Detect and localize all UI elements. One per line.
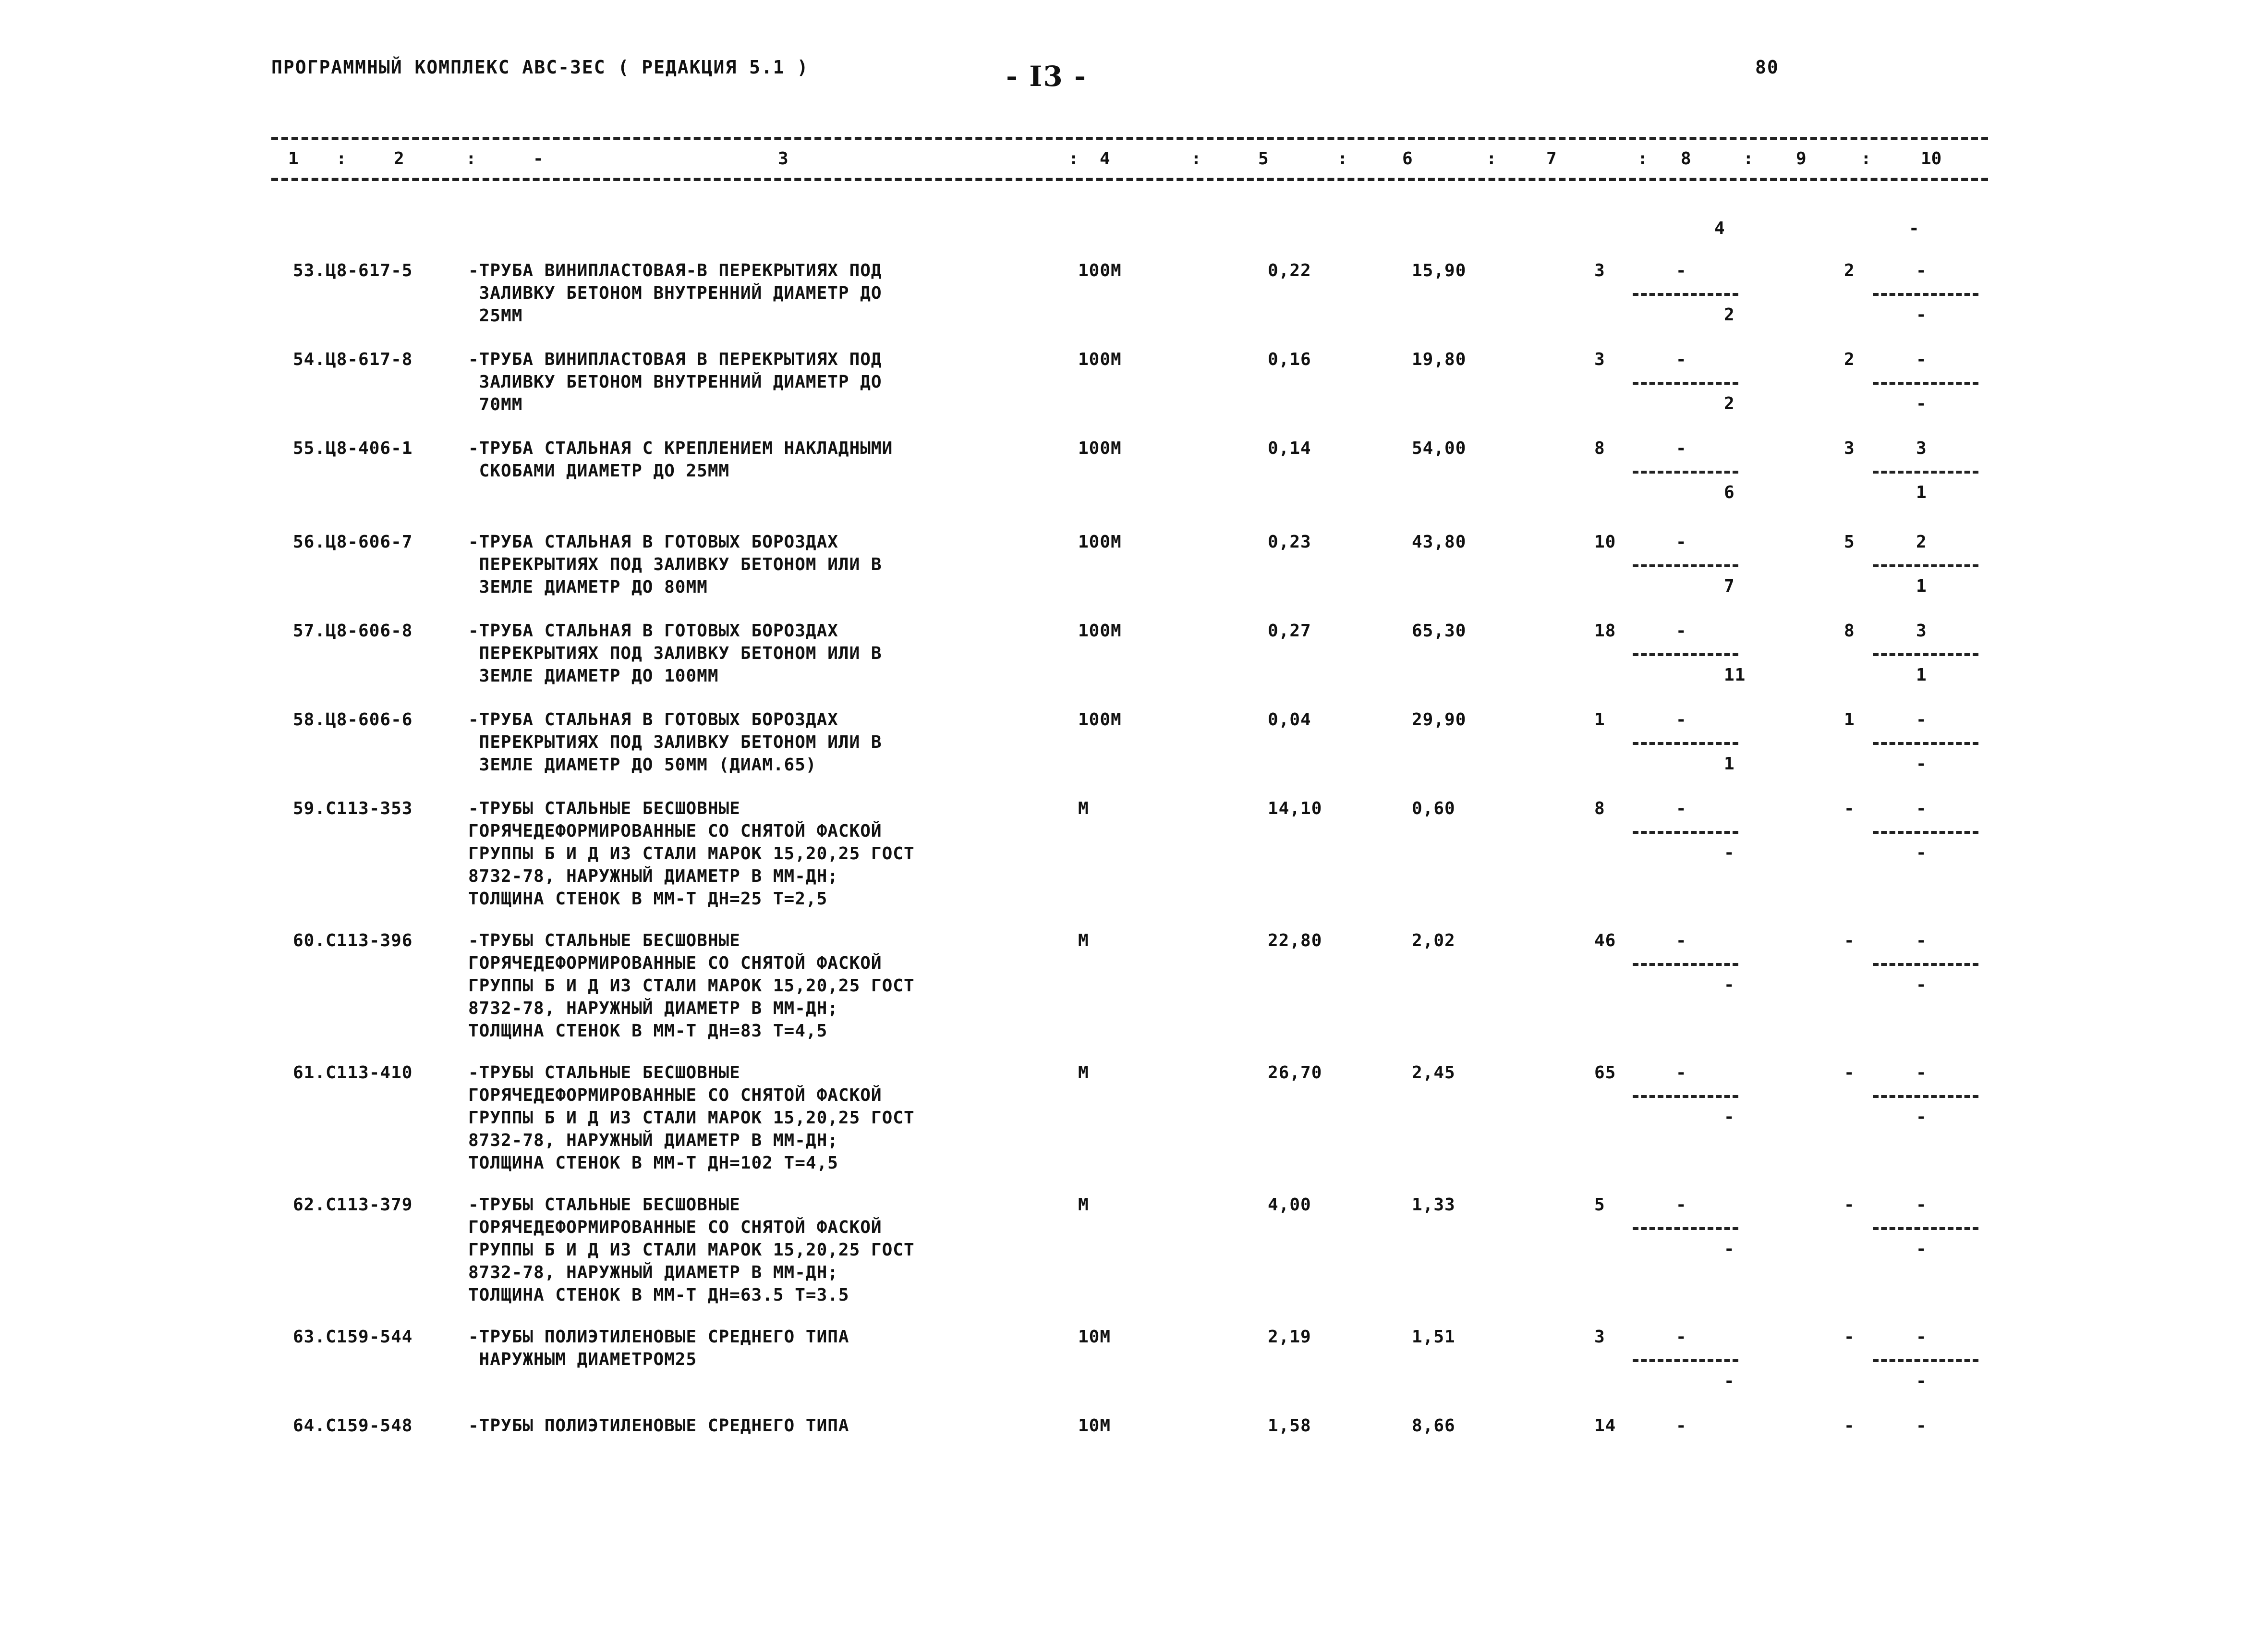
row-col8-bottom: 6 <box>1724 483 1735 502</box>
column-separator: : <box>1486 149 1497 169</box>
fraction-line-col10 <box>1873 653 1978 656</box>
row-description: -ТРУБА СТАЛЬНАЯ В ГОТОВЫХ БОРОЗДАХ ПЕРЕКРЫТИЯХ ПОД ЗАЛИВКУ БЕТОНОМ ИЛИ В ЗЕМЛЕ ДИАМЕТР ДО 80ММ <box>468 532 882 597</box>
row-col9: - <box>1844 1327 1855 1347</box>
column-separator: - <box>533 149 544 169</box>
row-col10-top: - <box>1916 1416 1927 1436</box>
row-col8-bottom: - <box>1724 1107 1735 1127</box>
column-header-7: 7 <box>1546 149 1557 169</box>
row-unit: М <box>1078 931 1089 950</box>
row-description: -ТРУБЫ СТАЛЬНЫЕ БЕСШОВНЫЕ ГОРЯЧЕДЕФОРМИРОВАННЫЕ СО СНЯТОЙ ФАСКОЙ ГРУППЫ Б И Д ИЗ СТАЛИ МАРОК 15,20,25 ГОСТ 8732-78, НАРУЖНЫЙ ДИАМЕТР В ММ-ДН; ТОЛЩИНА СТЕНОК В ММ-Т ДН=83 Т=4,5 <box>468 931 915 1041</box>
row-col8-top: - <box>1676 710 1687 730</box>
row-code: 63.С159-544 <box>293 1327 413 1347</box>
row-col5: 0,04 <box>1268 710 1311 730</box>
row-col9: 5 <box>1844 532 1855 552</box>
row-col10-top: - <box>1916 931 1927 950</box>
row-col10-bottom: - <box>1916 1371 1927 1391</box>
fraction-line-col10 <box>1873 1227 1978 1230</box>
fraction-line-col8 <box>1633 831 1738 834</box>
row-col8-top: - <box>1676 1327 1687 1347</box>
fraction-line-col10 <box>1873 382 1978 385</box>
column-separator: : <box>466 149 476 169</box>
table-top-rule <box>271 137 1988 140</box>
column-separator: : <box>336 149 347 169</box>
row-col10-bottom: - <box>1916 1107 1927 1127</box>
row-unit: 100М <box>1078 439 1122 458</box>
row-col5: 2,19 <box>1268 1327 1311 1347</box>
row-col5: 26,70 <box>1268 1063 1322 1083</box>
fraction-line-col8 <box>1633 1359 1738 1362</box>
row-code: 55.Ц8-406-1 <box>293 439 413 458</box>
row-col5: 4,00 <box>1268 1195 1311 1215</box>
row-col8-top: - <box>1676 1063 1687 1083</box>
row-col9: - <box>1844 1063 1855 1083</box>
row-col8-bottom: - <box>1724 1239 1735 1259</box>
fraction-line-col10 <box>1873 1359 1978 1362</box>
row-description: -ТРУБЫ ПОЛИЭТИЛЕНОВЫЕ СРЕДНЕГО ТИПА <box>468 1416 849 1436</box>
fraction-line-col8 <box>1633 653 1738 656</box>
row-col9: - <box>1844 1416 1855 1436</box>
row-col8-bottom: 2 <box>1724 394 1735 414</box>
row-unit: 100М <box>1078 621 1122 641</box>
row-col7: 14 <box>1594 1416 1616 1436</box>
row-col9: 2 <box>1844 261 1855 280</box>
row-col7: 10 <box>1594 532 1616 552</box>
row-col10-top: - <box>1916 1063 1927 1083</box>
row-description: -ТРУБЫ СТАЛЬНЫЕ БЕСШОВНЫЕ ГОРЯЧЕДЕФОРМИРОВАННЫЕ СО СНЯТОЙ ФАСКОЙ ГРУППЫ Б И Д ИЗ СТАЛИ МАРОК 15,20,25 ГОСТ 8732-78, НАРУЖНЫЙ ДИАМЕТР В ММ-ДН; ТОЛЩИНА СТЕНОК В ММ-Т ДН=63.5 Т=3.5 <box>468 1195 915 1305</box>
row-col6: 0,60 <box>1412 799 1455 818</box>
row-col7: 18 <box>1594 621 1616 641</box>
row-col10-bottom: 1 <box>1916 665 1927 685</box>
row-unit: 100М <box>1078 532 1122 552</box>
column-separator: : <box>1337 149 1348 169</box>
row-col8-bottom: 7 <box>1724 576 1735 596</box>
fraction-line-col8 <box>1633 742 1738 745</box>
row-description: -ТРУБА СТАЛЬНАЯ С КРЕПЛЕНИЕМ НАКЛАДНЫМИ СКОБАМИ ДИАМЕТР ДО 25ММ <box>468 439 893 481</box>
row-col10-bottom: - <box>1916 754 1927 774</box>
row-col8-top: - <box>1676 931 1687 950</box>
row-col7: 3 <box>1594 1327 1605 1347</box>
row-col8-bottom: - <box>1724 975 1735 995</box>
row-col6: 2,02 <box>1412 931 1455 950</box>
row-col8-bottom: - <box>1724 843 1735 863</box>
row-col10-bottom: - <box>1916 305 1927 325</box>
row-col9: - <box>1844 799 1855 818</box>
row-description: -ТРУБЫ СТАЛЬНЫЕ БЕСШОВНЫЕ ГОРЯЧЕДЕФОРМИРОВАННЫЕ СО СНЯТОЙ ФАСКОЙ ГРУППЫ Б И Д ИЗ СТАЛИ МАРОК 15,20,25 ГОСТ 8732-78, НАРУЖНЫЙ ДИАМЕТР В ММ-ДН; ТОЛЩИНА СТЕНОК В ММ-Т ДН=102 Т=4,5 <box>468 1063 915 1173</box>
row-col5: 0,14 <box>1268 439 1311 458</box>
row-code: 64.С159-548 <box>293 1416 413 1436</box>
row-col7: 3 <box>1594 350 1605 369</box>
row-col8-top: - <box>1676 621 1687 641</box>
row-col10-bottom: - <box>1916 975 1927 995</box>
row-description: -ТРУБЫ ПОЛИЭТИЛЕНОВЫЕ СРЕДНЕГО ТИПА НАРУЖНЫМ ДИАМЕТРОМ25 <box>468 1327 849 1369</box>
row-col6: 43,80 <box>1412 532 1467 552</box>
fraction-line-col8 <box>1633 471 1738 474</box>
column-header-8: 8 <box>1681 149 1691 169</box>
fraction-line-col8 <box>1633 564 1738 567</box>
row-col6: 8,66 <box>1412 1416 1455 1436</box>
row-description: -ТРУБЫ СТАЛЬНЫЕ БЕСШОВНЫЕ ГОРЯЧЕДЕФОРМИРОВАННЫЕ СО СНЯТОЙ ФАСКОЙ ГРУППЫ Б И Д ИЗ СТАЛИ МАРОК 15,20,25 ГОСТ 8732-78, НАРУЖНЫЙ ДИАМЕТР В ММ-ДН; ТОЛЩИНА СТЕНОК В ММ-Т ДН=25 Т=2,5 <box>468 799 915 909</box>
document-header-title: ПРОГРАММНЫЙ КОМПЛЕКС АВС-ЗЕС ( РЕДАКЦИЯ 5.1 ) <box>271 57 809 78</box>
column-separator: : <box>1191 149 1201 169</box>
row-code: 59.С113-353 <box>293 799 413 818</box>
row-col9: - <box>1844 931 1855 950</box>
row-col6: 15,90 <box>1412 261 1467 280</box>
row-col5: 0,23 <box>1268 532 1311 552</box>
row-unit: 10М <box>1078 1327 1111 1347</box>
row-col5: 0,16 <box>1268 350 1311 369</box>
row-description: -ТРУБА СТАЛЬНАЯ В ГОТОВЫХ БОРОЗДАХ ПЕРЕКРЫТИЯХ ПОД ЗАЛИВКУ БЕТОНОМ ИЛИ В ЗЕМЛЕ ДИАМЕТР ДО 50ММ (ДИАМ.65) <box>468 710 882 775</box>
row-col8-top: - <box>1676 350 1687 369</box>
column-header-2: 2 <box>394 149 404 169</box>
fraction-line-col8 <box>1633 1095 1738 1098</box>
column-header-5: 5 <box>1258 149 1269 169</box>
row-col5: 0,22 <box>1268 261 1311 280</box>
row-col9: 1 <box>1844 710 1855 730</box>
row-col8-bottom: 11 <box>1724 665 1746 685</box>
row-col10-top: - <box>1916 261 1927 280</box>
row-col9: 2 <box>1844 350 1855 369</box>
fraction-line-col8 <box>1633 1227 1738 1230</box>
column-header-6: 6 <box>1402 149 1413 169</box>
row-col10-top: 3 <box>1916 621 1927 641</box>
row-col5: 14,10 <box>1268 799 1322 818</box>
row-unit: 100М <box>1078 350 1122 369</box>
row-col7: 5 <box>1594 1195 1605 1215</box>
page-mark: - I3 - <box>1006 60 1087 93</box>
row-code: 61.С113-410 <box>293 1063 413 1083</box>
fraction-line-col10 <box>1873 471 1978 474</box>
row-col10-top: - <box>1916 1327 1927 1347</box>
row-col10-bottom: - <box>1916 843 1927 863</box>
row-col6: 19,80 <box>1412 350 1467 369</box>
fraction-line-col8 <box>1633 293 1738 296</box>
row-code: 57.Ц8-606-8 <box>293 621 413 641</box>
fraction-line-col10 <box>1873 963 1978 966</box>
row-col7: 3 <box>1594 261 1605 280</box>
row-unit: М <box>1078 1063 1089 1083</box>
row-col5: 22,80 <box>1268 931 1322 950</box>
row-col10-bottom: - <box>1916 394 1927 414</box>
column-header-3: 3 <box>778 149 788 169</box>
row-col8-bottom: - <box>1724 1371 1735 1391</box>
row-code: 62.С113-379 <box>293 1195 413 1215</box>
row-col6: 65,30 <box>1412 621 1467 641</box>
row-col9: 3 <box>1844 439 1855 458</box>
row-unit: 100М <box>1078 261 1122 280</box>
row-col6: 1,33 <box>1412 1195 1455 1215</box>
fraction-line-col8 <box>1633 382 1738 385</box>
row-unit: 10М <box>1078 1416 1111 1436</box>
row-col7: 1 <box>1594 710 1605 730</box>
row-col8-top: - <box>1676 1416 1687 1436</box>
page-number: 80 <box>1755 57 1779 78</box>
row-description: -ТРУБА ВИНИПЛАСТОВАЯ-В ПЕРЕКРЫТИЯХ ПОД ЗАЛИВКУ БЕТОНОМ ВНУТРЕННИЙ ДИАМЕТР ДО 25ММ <box>468 261 882 326</box>
row-col5: 0,27 <box>1268 621 1311 641</box>
row-code: 60.С113-396 <box>293 931 413 950</box>
row-col8-top: - <box>1676 799 1687 818</box>
row-code: 53.Ц8-617-5 <box>293 261 413 280</box>
fraction-line-col10 <box>1873 742 1978 745</box>
table-header-rule <box>271 178 1988 181</box>
fraction-line-col10 <box>1873 831 1978 834</box>
row-col5: 1,58 <box>1268 1416 1311 1436</box>
row-code: 54.Ц8-617-8 <box>293 350 413 369</box>
row-col8-top: - <box>1676 532 1687 552</box>
row-code: 56.Ц8-606-7 <box>293 532 413 552</box>
row-description: -ТРУБА ВИНИПЛАСТОВАЯ В ПЕРЕКРЫТИЯХ ПОД ЗАЛИВКУ БЕТОНОМ ВНУТРЕННИЙ ДИАМЕТР ДО 70ММ <box>468 350 882 414</box>
fraction-line-col8 <box>1633 963 1738 966</box>
row-col8-top: - <box>1676 261 1687 280</box>
column-header-10: 10 <box>1921 149 1942 169</box>
row-col10-top: - <box>1916 1195 1927 1215</box>
column-header-9: 9 <box>1796 149 1807 169</box>
row-col10-top: - <box>1916 350 1927 369</box>
row-unit: М <box>1078 799 1089 818</box>
column-separator: : <box>1743 149 1754 169</box>
row-col9: 8 <box>1844 621 1855 641</box>
row-col8-top: - <box>1676 1195 1687 1215</box>
fraction-line-col10 <box>1873 564 1978 567</box>
column-header-4: 4 <box>1100 149 1110 169</box>
row-col10-top: - <box>1916 799 1927 818</box>
row-col6: 1,51 <box>1412 1327 1455 1347</box>
row-col7: 65 <box>1594 1063 1616 1083</box>
row-col10-top: 3 <box>1916 439 1927 458</box>
row-col10-bottom: - <box>1916 1239 1927 1259</box>
row-description: -ТРУБА СТАЛЬНАЯ В ГОТОВЫХ БОРОЗДАХ ПЕРЕКРЫТИЯХ ПОД ЗАЛИВКУ БЕТОНОМ ИЛИ В ЗЕМЛЕ ДИАМЕТР ДО 100ММ <box>468 621 882 686</box>
row-col8-bottom: 2 <box>1724 305 1735 325</box>
row-col10-top: - <box>1916 710 1927 730</box>
top-mark-col8: 4 <box>1714 219 1725 238</box>
column-separator: : <box>1068 149 1079 169</box>
row-col6: 2,45 <box>1412 1063 1455 1083</box>
row-col6: 29,90 <box>1412 710 1467 730</box>
row-code: 58.Ц8-606-6 <box>293 710 413 730</box>
row-col7: 8 <box>1594 439 1605 458</box>
row-col6: 54,00 <box>1412 439 1467 458</box>
row-unit: 100М <box>1078 710 1122 730</box>
column-separator: : <box>1861 149 1871 169</box>
column-separator: : <box>1637 149 1648 169</box>
row-col8-top: - <box>1676 439 1687 458</box>
row-col10-bottom: 1 <box>1916 483 1927 502</box>
top-mark-col10: - <box>1909 219 1919 238</box>
row-col7: 8 <box>1594 799 1605 818</box>
column-header-1: 1 <box>288 149 299 169</box>
fraction-line-col10 <box>1873 1095 1978 1098</box>
row-col8-bottom: 1 <box>1724 754 1735 774</box>
row-col10-bottom: 1 <box>1916 576 1927 596</box>
fraction-line-col10 <box>1873 293 1978 296</box>
row-unit: М <box>1078 1195 1089 1215</box>
row-col7: 46 <box>1594 931 1616 950</box>
row-col10-top: 2 <box>1916 532 1927 552</box>
row-col9: - <box>1844 1195 1855 1215</box>
